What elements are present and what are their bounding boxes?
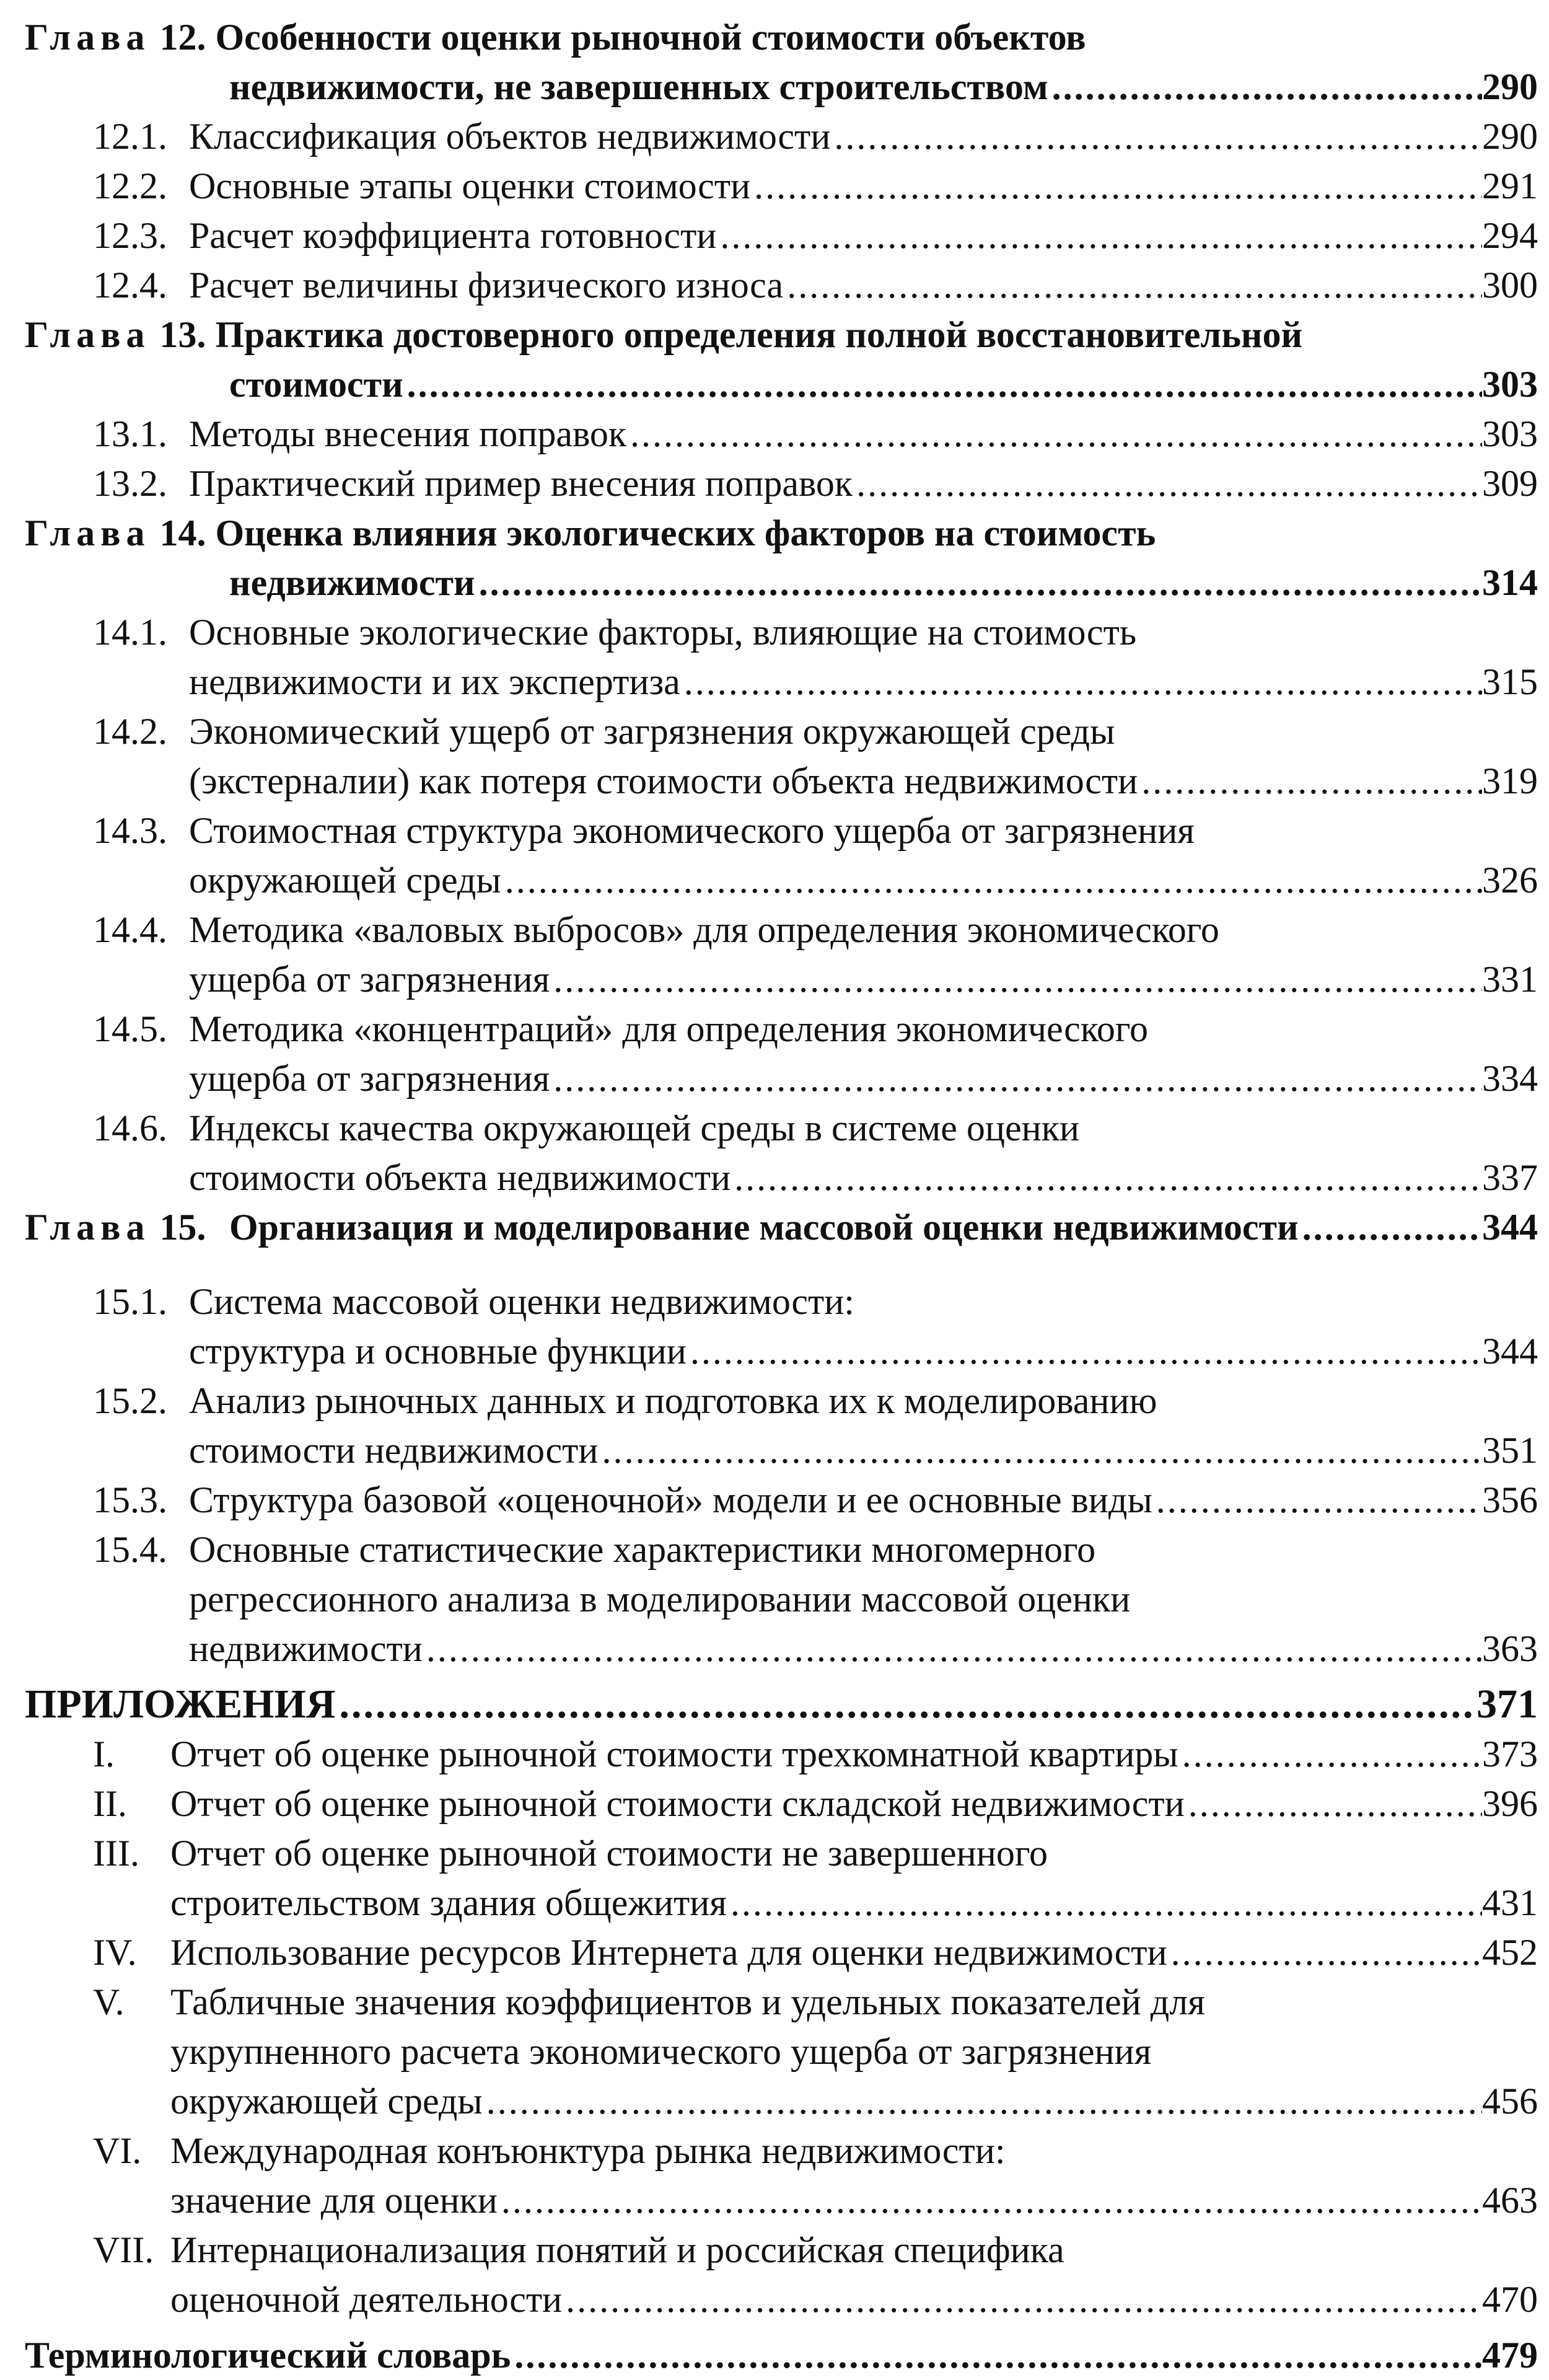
section-number: 13.1. <box>93 413 167 454</box>
section-title: регрессионного анализа в моделировании массовой оценки <box>189 1579 1131 1620</box>
section-title: Система массовой оценки недвижимости: <box>189 1281 854 1322</box>
toc-line <box>93 1376 167 1426</box>
dot-leader <box>599 1426 1483 1475</box>
appendix-number: I. <box>93 1734 115 1774</box>
section-number: 15.2. <box>93 1380 167 1421</box>
page-number: 290 <box>1482 116 1538 157</box>
page-number: 314 <box>1482 562 1538 603</box>
page-number: 344 <box>1482 1331 1538 1372</box>
entry-text: Использование ресурсов Интернета для оценки недвижимости <box>170 1932 1167 1973</box>
toc-line <box>189 756 1538 806</box>
toc-line <box>189 954 1538 1004</box>
toc-line <box>25 310 1302 359</box>
toc-line <box>170 2126 1006 2175</box>
appendix-title: Международная конъюнктура рынка недвижимости: <box>170 2130 1006 2171</box>
entry-text: ущерба от загрязнения <box>189 1058 550 1099</box>
toc-line <box>93 607 167 657</box>
chapter-title: Особенности оценки рыночной стоимости объектов <box>215 17 1086 58</box>
section-title: Индексы качества окружающей среды в системе оценки <box>189 1108 1079 1148</box>
entry-text: Расчет величины физического износа <box>189 265 784 306</box>
entry-text: недвижимости и их экспертиза <box>189 661 680 702</box>
toc-line <box>170 2275 1538 2324</box>
toc-line <box>229 359 1538 409</box>
toc-line <box>93 1828 139 1878</box>
toc-line <box>189 1426 1538 1475</box>
appendix-title: укрупненного расчета экономического ущерба от загрязнения <box>170 2031 1152 2072</box>
toc-line <box>189 409 1538 459</box>
dot-leader <box>680 657 1482 707</box>
toc-line <box>189 1103 1079 1153</box>
toc-line <box>93 260 167 310</box>
page-number: 373 <box>1482 1734 1538 1774</box>
page-number: 319 <box>1482 760 1538 801</box>
appendix-title: Интернационализация понятий и российская специфика <box>170 2229 1064 2270</box>
toc-line <box>170 1878 1538 1928</box>
page-number: 291 <box>1482 165 1538 206</box>
toc-line <box>93 1779 127 1828</box>
toc-line <box>189 1277 854 1326</box>
entry-text: стоимости <box>229 364 403 405</box>
toc-line <box>189 1153 1538 1202</box>
appendices-title: ПРИЛОЖЕНИЯ <box>25 1681 336 1727</box>
section-title: Методика «концентраций» для определения экономического <box>189 1008 1148 1049</box>
section-number: 14.3. <box>93 810 167 851</box>
dot-leader <box>1299 1202 1482 1252</box>
dot-leader <box>403 359 1482 409</box>
dot-leader <box>727 1878 1482 1928</box>
dot-leader <box>423 1624 1482 1673</box>
entry-text: строительством здания общежития <box>170 1882 727 1923</box>
appendix-number: VII. <box>93 2229 154 2270</box>
page-number: 334 <box>1482 1058 1538 1099</box>
entry-text: недвижимости <box>189 1628 423 1669</box>
page-number: 303 <box>1482 364 1538 405</box>
entry-text: Методы внесения поправок <box>189 413 627 454</box>
toc-line <box>189 657 1538 707</box>
section-title: Методика «валовых выбросов» для определения экономического <box>189 909 1219 950</box>
dot-leader <box>501 855 1482 905</box>
section-number: 12.1. <box>93 116 167 157</box>
appendix-number: II. <box>93 1783 127 1824</box>
section-number: 13.2. <box>93 463 167 504</box>
page-number: 337 <box>1482 1157 1538 1198</box>
appendix-number: IV. <box>93 1932 137 1973</box>
section-number: 14.1. <box>93 612 167 653</box>
toc-line <box>189 707 1115 756</box>
chapter-number: 15. <box>159 1207 206 1248</box>
section-number: 14.4. <box>93 909 167 950</box>
toc-line <box>93 1004 167 1054</box>
toc-line <box>189 855 1538 905</box>
page-number: 315 <box>1482 661 1538 702</box>
toc-line <box>170 1928 1538 1977</box>
toc-line <box>170 2076 1538 2126</box>
dot-leader <box>335 1680 1477 1729</box>
section-number: 15.3. <box>93 1479 167 1520</box>
dot-leader <box>731 1153 1482 1202</box>
section-number: 14.5. <box>93 1008 167 1049</box>
dot-leader <box>498 2175 1482 2225</box>
chapter-label: Глава <box>25 314 151 355</box>
dot-leader <box>1138 756 1482 806</box>
section-title: Стоимостная структура экономического ущерба от загрязнения <box>189 810 1195 851</box>
toc-line <box>93 1277 167 1326</box>
entry-text: Классификация объектов недвижимости <box>189 116 831 157</box>
page-number: 326 <box>1482 860 1538 901</box>
toc-line <box>189 260 1538 310</box>
entry-text: Терминологический словарь <box>25 2335 511 2376</box>
appendix-number: III. <box>93 1833 139 1874</box>
section-title: Основные экологические факторы, влияющие на стоимость <box>189 612 1137 653</box>
page-number: 363 <box>1482 1628 1538 1669</box>
dot-leader <box>783 260 1482 310</box>
toc-line <box>189 1624 1538 1673</box>
toc-line <box>189 1376 1157 1426</box>
entry-text: (экстерналии) как потеря стоимости объекта недвижимости <box>189 760 1138 801</box>
toc-line <box>93 211 167 260</box>
entry-text: стоимости объекта недвижимости <box>189 1157 731 1198</box>
toc-line <box>189 1054 1538 1103</box>
entry-text: Расчет коэффициента готовности <box>189 215 717 256</box>
toc-line <box>93 161 167 211</box>
toc-line <box>93 707 167 756</box>
toc-line <box>170 2027 1151 2076</box>
dot-leader <box>550 954 1482 1004</box>
toc-line <box>189 459 1538 508</box>
toc-line <box>170 2175 1538 2225</box>
entry-text: окружающей среды <box>170 2081 483 2122</box>
section-number: 15.1. <box>93 1281 167 1322</box>
toc-line <box>170 2225 1064 2275</box>
page-number: 309 <box>1482 463 1538 504</box>
entry-text: ущерба от загрязнения <box>189 959 550 1000</box>
dot-leader <box>483 2076 1482 2126</box>
section-number: 14.6. <box>93 1108 167 1148</box>
toc-line <box>25 1202 206 1252</box>
page-number: 371 <box>1477 1681 1538 1727</box>
dot-leader <box>511 2330 1482 2380</box>
chapter-label: Глава <box>25 1207 151 1248</box>
page-number: 396 <box>1482 1783 1538 1824</box>
page-number: 294 <box>1482 215 1538 256</box>
entry-text: стоимости недвижимости <box>189 1430 599 1471</box>
chapter-label: Глава <box>25 17 151 58</box>
entry-text: Организация и моделирование массовой оценки недвижимости <box>229 1207 1299 1248</box>
toc-line <box>25 2330 1538 2380</box>
toc-line <box>170 1729 1538 1779</box>
section-number: 15.4. <box>93 1529 167 1570</box>
dot-leader <box>1178 1729 1482 1779</box>
toc-line <box>93 1729 115 1779</box>
toc-line <box>93 2126 141 2175</box>
page-number: 431 <box>1482 1882 1538 1923</box>
section-number: 14.2. <box>93 711 167 752</box>
toc-line <box>189 905 1219 954</box>
page-number: 331 <box>1482 959 1538 1000</box>
dot-leader <box>1152 1475 1482 1525</box>
appendix-title: Табличные значения коэффициентов и удельных показателей для <box>170 1981 1205 2022</box>
entry-text: окружающей среды <box>189 860 501 901</box>
toc-line <box>25 12 1086 62</box>
chapter-number: 13. <box>159 314 206 355</box>
toc-line <box>229 62 1538 112</box>
entry-text: Отчет об оценке рыночной стоимости трехкомнатной квартиры <box>170 1734 1178 1774</box>
page-number: 479 <box>1482 2335 1538 2376</box>
section-title: Анализ рыночных данных и подготовка их к моделированию <box>189 1380 1157 1421</box>
section-title: Экономический ущерб от загрязнения окружающей среды <box>189 711 1115 752</box>
toc-line <box>93 2225 154 2275</box>
entry-text: Основные этапы оценки стоимости <box>189 165 751 206</box>
toc-line <box>93 1928 137 1977</box>
toc-line <box>93 1475 167 1525</box>
toc-line <box>170 1779 1538 1828</box>
dot-leader <box>550 1054 1482 1103</box>
dot-leader <box>1048 62 1482 112</box>
section-title: Основные статистические характеристики многомерного <box>189 1529 1096 1570</box>
toc-line <box>189 211 1538 260</box>
toc-line <box>93 1103 167 1153</box>
entry-text: недвижимости, не завершенных строительством <box>229 66 1048 107</box>
toc-line <box>93 459 167 508</box>
dot-leader <box>1185 1779 1482 1828</box>
entry-text: Практический пример внесения поправок <box>189 463 853 504</box>
toc-line <box>189 607 1136 657</box>
dot-leader <box>830 112 1482 161</box>
entry-text: Структура базовой «оценочной» модели и ее основные виды <box>189 1479 1152 1520</box>
appendix-number: V. <box>93 1981 125 2022</box>
toc-line <box>93 112 167 161</box>
page-number: 290 <box>1482 66 1538 107</box>
dot-leader <box>562 2275 1482 2324</box>
toc-line <box>93 905 167 954</box>
page-number: 452 <box>1482 1932 1538 1973</box>
page-number: 303 <box>1482 413 1538 454</box>
page-number: 470 <box>1482 2279 1538 2320</box>
toc-line <box>170 1828 1048 1878</box>
toc-line <box>189 161 1538 211</box>
entry-text: значение для оценки <box>170 2180 498 2221</box>
toc-line <box>25 1680 1538 1729</box>
entry-text: недвижимости <box>229 562 475 603</box>
toc-line <box>93 806 167 855</box>
dot-leader <box>475 558 1482 607</box>
toc-line <box>25 508 1156 558</box>
page-number: 300 <box>1482 265 1538 306</box>
dot-leader <box>750 161 1482 211</box>
page-number: 351 <box>1482 1430 1538 1471</box>
toc-line <box>229 1202 1538 1252</box>
toc-line <box>189 806 1195 855</box>
dot-leader <box>1167 1928 1482 1977</box>
chapter-title: Практика достоверного определения полной восстановительной <box>215 314 1303 355</box>
toc-line <box>189 1326 1538 1376</box>
page-number: 356 <box>1482 1479 1538 1520</box>
dot-leader <box>716 211 1482 260</box>
dot-leader <box>687 1326 1482 1376</box>
entry-text: Отчет об оценке рыночной стоимости складской недвижимости <box>170 1783 1185 1824</box>
toc-line <box>229 558 1538 607</box>
toc-line <box>189 1525 1095 1574</box>
chapter-title: Оценка влияния экологических факторов на стоимость <box>215 513 1156 553</box>
chapter-label: Глава <box>25 513 151 553</box>
toc-line <box>189 112 1538 161</box>
toc-line <box>93 409 167 459</box>
entry-text: структура и основные функции <box>189 1331 687 1372</box>
section-number: 12.3. <box>93 215 167 256</box>
section-number: 12.4. <box>93 265 167 306</box>
toc-line <box>93 1525 167 1574</box>
page-number: 456 <box>1482 2081 1538 2122</box>
chapter-number: 14. <box>159 513 206 553</box>
toc-line <box>189 1574 1130 1624</box>
toc-line <box>189 1475 1538 1525</box>
entry-text: оценочной деятельности <box>170 2279 563 2320</box>
toc-line <box>189 1004 1148 1054</box>
appendix-number: VI. <box>93 2130 142 2171</box>
section-number: 12.2. <box>93 165 167 206</box>
chapter-number: 12. <box>159 17 206 58</box>
page-number: 463 <box>1482 2180 1538 2221</box>
dot-leader <box>853 459 1482 508</box>
dot-leader <box>626 409 1482 459</box>
toc-line <box>93 1977 125 2027</box>
appendix-title: Отчет об оценке рыночной стоимости не завершенного <box>170 1833 1048 1874</box>
page-number: 344 <box>1482 1207 1538 1248</box>
toc-line <box>170 1977 1205 2027</box>
